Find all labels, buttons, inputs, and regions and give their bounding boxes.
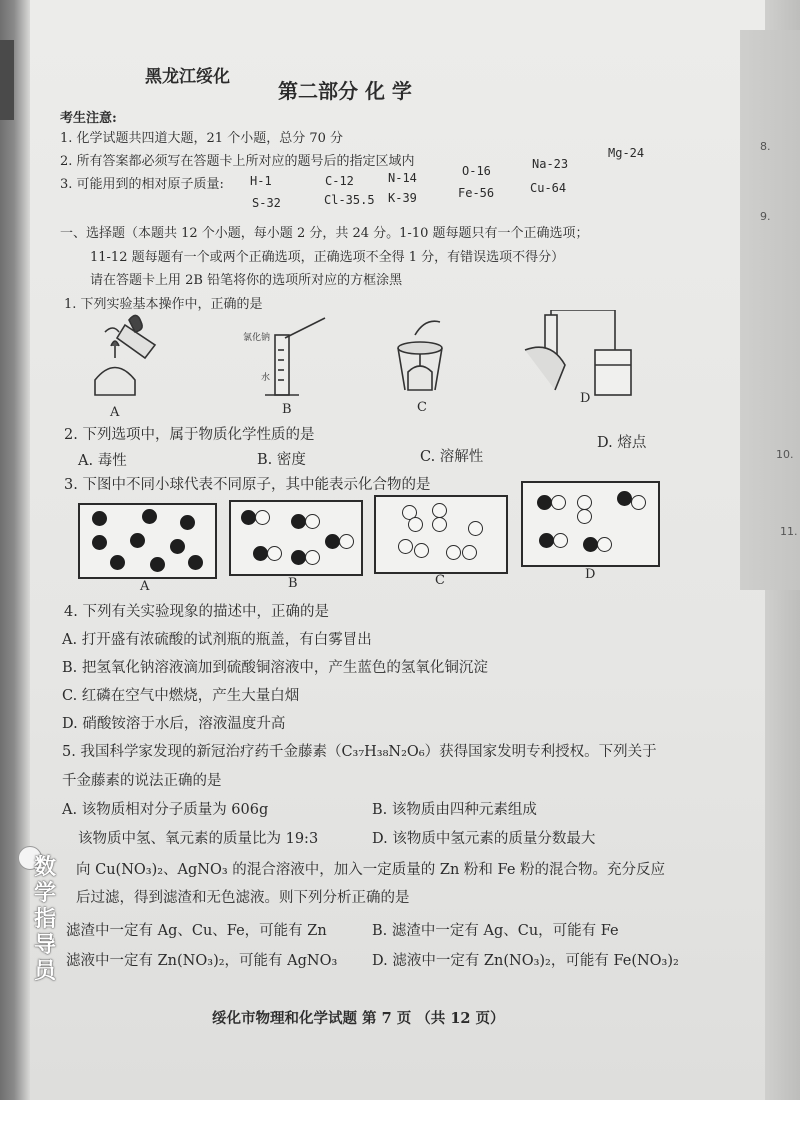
atom-dark: [537, 495, 552, 510]
figure-label: B: [282, 402, 292, 417]
choice-option: C. 红磷在空气中燃烧，产生大量白烟: [62, 688, 300, 704]
choice-option: D. 硝酸铵溶于水后，溶液温度升高: [62, 716, 286, 732]
atom-dark: [291, 550, 306, 565]
watermark-text: 数学指导员: [34, 855, 57, 984]
particle-box-b: [229, 500, 363, 576]
adjacent-question-number: 9.: [760, 210, 771, 223]
atom-dark: [539, 533, 554, 548]
atomic-mass: H-1: [250, 174, 272, 188]
atomic-mass: Cl-35.5: [324, 193, 375, 207]
figure-label: A: [110, 405, 120, 420]
lab-figure-d: [525, 310, 631, 395]
question-stem: 1. 下列实验基本操作中，正确的是: [64, 297, 263, 312]
atom-dark: [253, 546, 268, 561]
notice-heading: 考生注意:: [60, 111, 117, 126]
atom-light: [597, 537, 612, 552]
figure-label: C: [435, 573, 445, 588]
label-sodium-chloride: 氯化钠: [243, 333, 271, 343]
choice-option: D. 熔点: [597, 435, 647, 451]
question-stem: 2. 下列选项中，属于物质化学性质的是: [64, 427, 315, 443]
question-stem: 后过滤，得到滤渣和无色滤液。则下列分析正确的是: [76, 890, 410, 906]
atom-light: [468, 521, 483, 536]
atom-dark: [180, 515, 195, 530]
atom-light: [446, 545, 461, 560]
atom-dark: [583, 537, 598, 552]
choice-option: A. 打开盛有浓硫酸的试剂瓶的瓶盖，有白雾冒出: [62, 632, 372, 648]
lab-figure-c: [398, 321, 442, 390]
atom-dark: [110, 555, 125, 570]
figure-label: D: [580, 391, 591, 406]
atomic-mass: O-16: [462, 164, 491, 178]
atom-light: [551, 495, 566, 510]
atom-dark: [92, 535, 107, 550]
question-stem: 向 Cu(NO₃)₂、AgNO₃ 的混合溶液中，加入一定质量的 Zn 粉和 Fe 粉的混合物。充分反应: [76, 862, 666, 878]
adjacent-question-number: 10.: [776, 448, 794, 461]
atomic-mass: K-39: [388, 191, 417, 205]
choice-option: B. 该物质由四种元素组成: [372, 802, 537, 818]
choice-option: A. 该物质相对分子质量为 606g: [62, 802, 269, 818]
atom-dark: [142, 509, 157, 524]
atom-light: [432, 517, 447, 532]
notice-item: 2. 所有答案都必须写在答题卡上所对应的题号后的指定区域内: [60, 154, 415, 169]
choice-option: 滤渣中一定有 Ag、Cu、Fe，可能有 Zn: [66, 923, 327, 939]
figure-label: B: [288, 576, 298, 591]
question-stem: 5. 我国科学家发现的新冠治疗药千金藤素（C₃₇H₃₈N₂O₆）获得国家发明专利授权。下列关于: [62, 744, 657, 760]
question-stem: 千金藤素的说法正确的是: [62, 773, 222, 789]
atom-light: [577, 495, 592, 510]
atom-light: [339, 534, 354, 549]
figure-label: A: [140, 579, 150, 594]
adjacent-question-number: 11.: [780, 525, 798, 538]
choice-option: B. 滤渣中一定有 Ag、Cu，可能有 Fe: [372, 923, 619, 939]
atom-light: [553, 533, 568, 548]
atom-dark: [170, 539, 185, 554]
page-footer: 绥化市物理和化学试题 第 7 页 （共 12 页）: [212, 1010, 505, 1027]
region-label: 黑龙江绥化: [145, 67, 230, 87]
atom-light: [432, 503, 447, 518]
atom-dark: [291, 514, 306, 529]
lab-figure-a: [95, 315, 155, 395]
figure-label: C: [417, 400, 427, 415]
section-instruction: 一、选择题（本题共 12 个小题，每小题 2 分，共 24 分。1-10 题每题只有一个正确选项；: [60, 226, 589, 241]
atomic-mass: Cu-64: [530, 181, 567, 195]
atom-light: [408, 517, 423, 532]
atom-light: [398, 539, 413, 554]
question-stem: 4. 下列有关实验现象的描述中，正确的是: [64, 604, 329, 620]
atom-light: [462, 545, 477, 560]
atom-light: [267, 546, 282, 561]
question-stem: 3. 下图中不同小球代表不同原子，其中能表示化合物的是: [64, 477, 431, 493]
atomic-mass: Na-23: [532, 157, 569, 171]
atom-dark: [92, 511, 107, 526]
adjacent-page: [740, 30, 800, 590]
atom-dark: [188, 555, 203, 570]
atom-dark: [617, 491, 632, 506]
atom-light: [631, 495, 646, 510]
atomic-mass: N-14: [388, 171, 417, 185]
choice-option: B. 密度: [257, 452, 306, 468]
atom-light: [414, 543, 429, 558]
atomic-mass: Fe-56: [458, 186, 495, 200]
label-water: 水: [261, 373, 271, 383]
choice-option: D. 滤液中一定有 Zn(NO₃)₂，可能有 Fe(NO₃)₂: [372, 953, 679, 969]
choice-option: 该物质中氢、氧元素的质量比为 19:3: [78, 831, 319, 847]
atomic-mass: C-12: [325, 174, 354, 188]
section-instruction: 请在答题卡上用 2B 铅笔将你的选项所对应的方框涂黑: [90, 273, 403, 288]
atom-light: [305, 514, 320, 529]
atomic-mass: S-32: [252, 196, 281, 210]
atom-dark: [130, 533, 145, 548]
atom-light: [577, 509, 592, 524]
figure-label: D: [585, 567, 596, 582]
atom-dark: [241, 510, 256, 525]
lab-apparatus-figure: [85, 310, 705, 415]
adjacent-question-number: 8.: [760, 140, 771, 153]
choice-option: 滤液中一定有 Zn(NO₃)₂，可能有 AgNO₃: [66, 953, 338, 969]
atom-dark: [150, 557, 165, 572]
atomic-mass: Mg-24: [608, 146, 645, 160]
notice-item: 1. 化学试题共四道大题，21 个小题，总分 70 分: [60, 131, 344, 146]
notice-item: 3. 可能用到的相对原子质量:: [60, 177, 224, 192]
page-edge-shadow: [0, 40, 14, 120]
atom-light: [255, 510, 270, 525]
choice-option: A. 毒性: [78, 453, 127, 469]
choice-option: B. 把氢氧化钠溶液滴加到硫酸铜溶液中，产生蓝色的氢氧化铜沉淀: [62, 660, 488, 676]
page-title: 第二部分 化 学: [278, 79, 412, 103]
choice-option: D. 该物质中氢元素的质量分数最大: [372, 831, 596, 847]
particle-box-a: [78, 503, 217, 579]
choice-option: C. 溶解性: [420, 449, 484, 465]
particle-box-d: [521, 481, 660, 567]
particle-box-c: [374, 495, 508, 574]
lab-figure-b: [265, 318, 325, 395]
atom-light: [305, 550, 320, 565]
section-instruction: 11-12 题每题有一个或两个正确选项，正确选项不全得 1 分，有错误选项不得分）: [90, 250, 565, 265]
atom-dark: [325, 534, 340, 549]
